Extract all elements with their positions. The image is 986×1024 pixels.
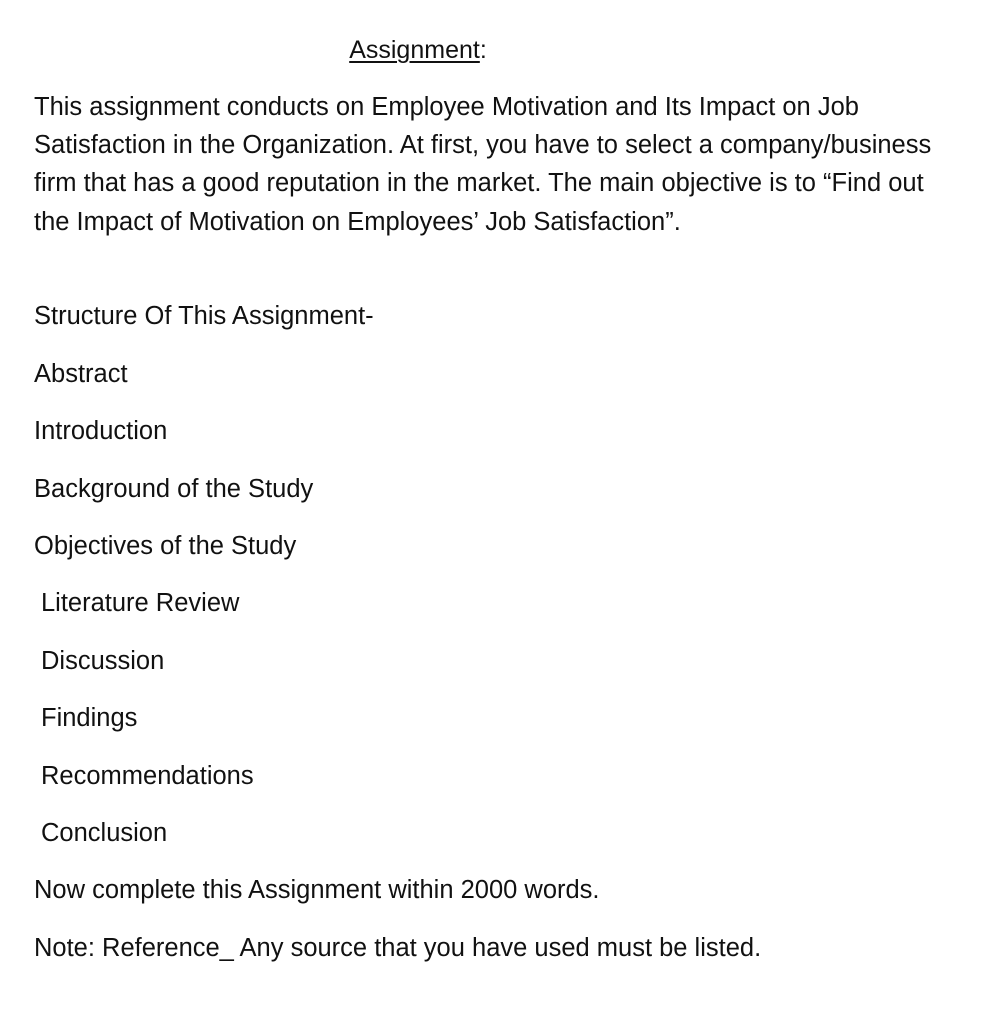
section-literature-review: Literature Review [41, 589, 240, 617]
section-background: Background of the Study [34, 475, 314, 503]
document-title: Assignment [349, 36, 480, 64]
reference-note: Note: Reference_ Any source that you have used must be listed. [34, 934, 762, 962]
title-colon: : [479, 36, 487, 64]
section-findings: Findings [41, 704, 138, 732]
intro-paragraph: This assignment conducts on Employee Motivation and Its Impact on Job Satisfaction in the Organization. At first, you have to select a company/business firm that has a good reputation in the market. The main objective is to “Find out the Impact of Motivation on Employees’ Job Satisfaction”. [34, 93, 932, 236]
structure-heading: Structure Of This Assignment- [34, 302, 374, 330]
section-conclusion: Conclusion [41, 819, 168, 847]
section-introduction: Introduction [34, 417, 168, 445]
section-objectives: Objectives of the Study [34, 532, 297, 560]
completion-note: Now complete this Assignment within 2000 words. [34, 876, 600, 904]
section-abstract: Abstract [34, 360, 128, 388]
section-discussion: Discussion [41, 647, 165, 675]
section-recommendations: Recommendations [41, 762, 254, 790]
title-line [0, 32, 836, 68]
